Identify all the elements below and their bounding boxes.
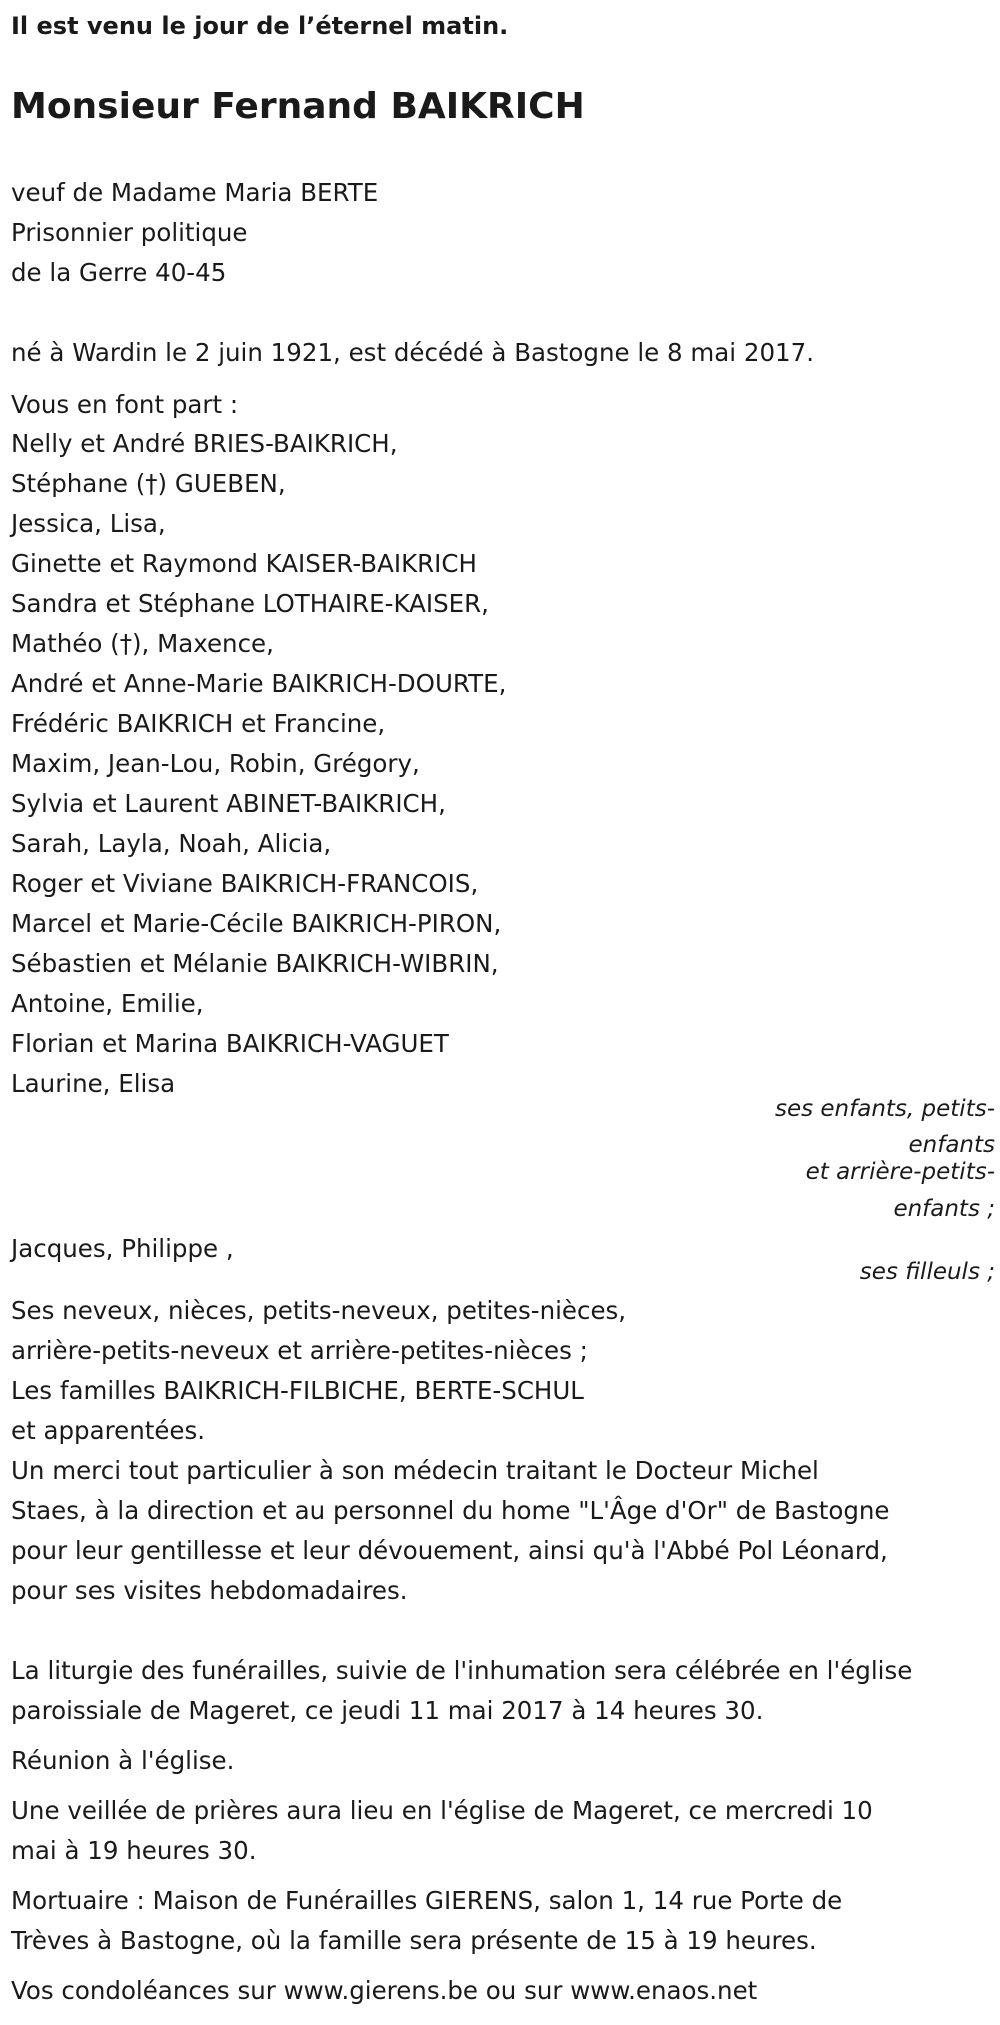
family-line: Frédéric BAIKRICH et Francine, — [11, 709, 386, 738]
liturgy-line: La liturgie des funérailles, suivie de l'inhumation sera célébrée en l'église — [11, 1656, 913, 1685]
family-line: Maxim, Jean-Lou, Robin, Grégory, — [11, 749, 420, 778]
thanks-line: Un merci tout particulier à son médecin traitant le Docteur Michel — [11, 1456, 819, 1485]
godchildren-role-label: ses filleuls ; — [859, 1259, 995, 1285]
family-line: Nelly et André BRIES-BAIKRICH, — [11, 429, 398, 458]
title-line: Prisonnier politique — [11, 218, 248, 247]
announcers-intro: Vous en font part : — [11, 390, 239, 419]
family-line: Mathéo (†), Maxence, — [11, 629, 274, 658]
relatives-line: Les familles BAIKRICH-FILBICHE, BERTE-SCHUL — [11, 1376, 584, 1405]
family-line: Sébastien et Mélanie BAIKRICH-WIBRIN, — [11, 949, 499, 978]
family-line: Jessica, Lisa, — [11, 509, 166, 538]
vigil-line: Une veillée de prières aura lieu en l'église de Mageret, ce mercredi 10 — [11, 1796, 873, 1825]
family-line: André et Anne-Marie BAIKRICH-DOURTE, — [11, 669, 507, 698]
widower-line: veuf de Madame Maria BERTE — [11, 178, 379, 207]
family-line: Sylvia et Laurent ABINET-BAIKRICH, — [11, 789, 446, 818]
obituary-notice — [11, 0, 996, 2025]
vigil-line: mai à 19 heures 30. — [11, 1836, 257, 1865]
family-role-label: enfants — [908, 1132, 995, 1158]
family-role-label: et arrière-petits- — [805, 1159, 995, 1185]
relatives-line: et apparentées. — [11, 1416, 206, 1445]
family-line: Laurine, Elisa — [11, 1069, 176, 1098]
mortuary-line: Trèves à Bastogne, où la famille sera présente de 15 à 19 heures. — [11, 1926, 817, 1955]
liturgy-line: paroissiale de Mageret, ce jeudi 11 mai 2017 à 14 heures 30. — [11, 1696, 764, 1725]
relatives-line: arrière-petits-neveux et arrière-petites-nièces ; — [11, 1336, 588, 1365]
epitaph-quote: Il est venu le jour de l’éternel matin. — [11, 12, 509, 40]
godchildren-line: Jacques, Philippe , — [11, 1234, 234, 1263]
family-line: Sarah, Layla, Noah, Alicia, — [11, 829, 332, 858]
family-line: Antoine, Emilie, — [11, 989, 204, 1018]
family-line: Ginette et Raymond KAISER-BAIKRICH — [11, 549, 477, 578]
family-line: Stéphane (†) GUEBEN, — [11, 469, 286, 498]
thanks-line: Staes, à la direction et au personnel du home "L'Âge d'Or" de Bastogne — [11, 1496, 890, 1525]
thanks-line: pour leur gentillesse et leur dévouement, ainsi qu'à l'Abbé Pol Léonard, — [11, 1536, 888, 1565]
family-line: Sandra et Stéphane LOTHAIRE-KAISER, — [11, 589, 489, 618]
condolences-line: Vos condoléances sur www.gierens.be ou sur www.enaos.net — [11, 1976, 758, 2005]
mortuary-line: Mortuaire : Maison de Funérailles GIERENS, salon 1, 14 rue Porte de — [11, 1886, 843, 1915]
deceased-name: Monsieur Fernand BAIKRICH — [11, 86, 585, 127]
family-role-label: enfants ; — [893, 1196, 995, 1222]
relatives-line: Ses neveux, nièces, petits-neveux, petites-nièces, — [11, 1296, 627, 1325]
title-line: de la Gerre 40-45 — [11, 258, 227, 287]
thanks-line: pour ses visites hebdomadaires. — [11, 1576, 408, 1605]
meeting-line: Réunion à l'église. — [11, 1746, 235, 1775]
family-role-label: ses enfants, petits- — [774, 1096, 995, 1122]
family-line: Florian et Marina BAIKRICH-VAGUET — [11, 1029, 449, 1058]
family-line: Marcel et Marie-Cécile BAIKRICH-PIRON, — [11, 909, 502, 938]
family-line: Roger et Viviane BAIKRICH-FRANCOIS, — [11, 869, 479, 898]
birth-death-line: né à Wardin le 2 juin 1921, est décédé à Bastogne le 8 mai 2017. — [11, 338, 814, 367]
